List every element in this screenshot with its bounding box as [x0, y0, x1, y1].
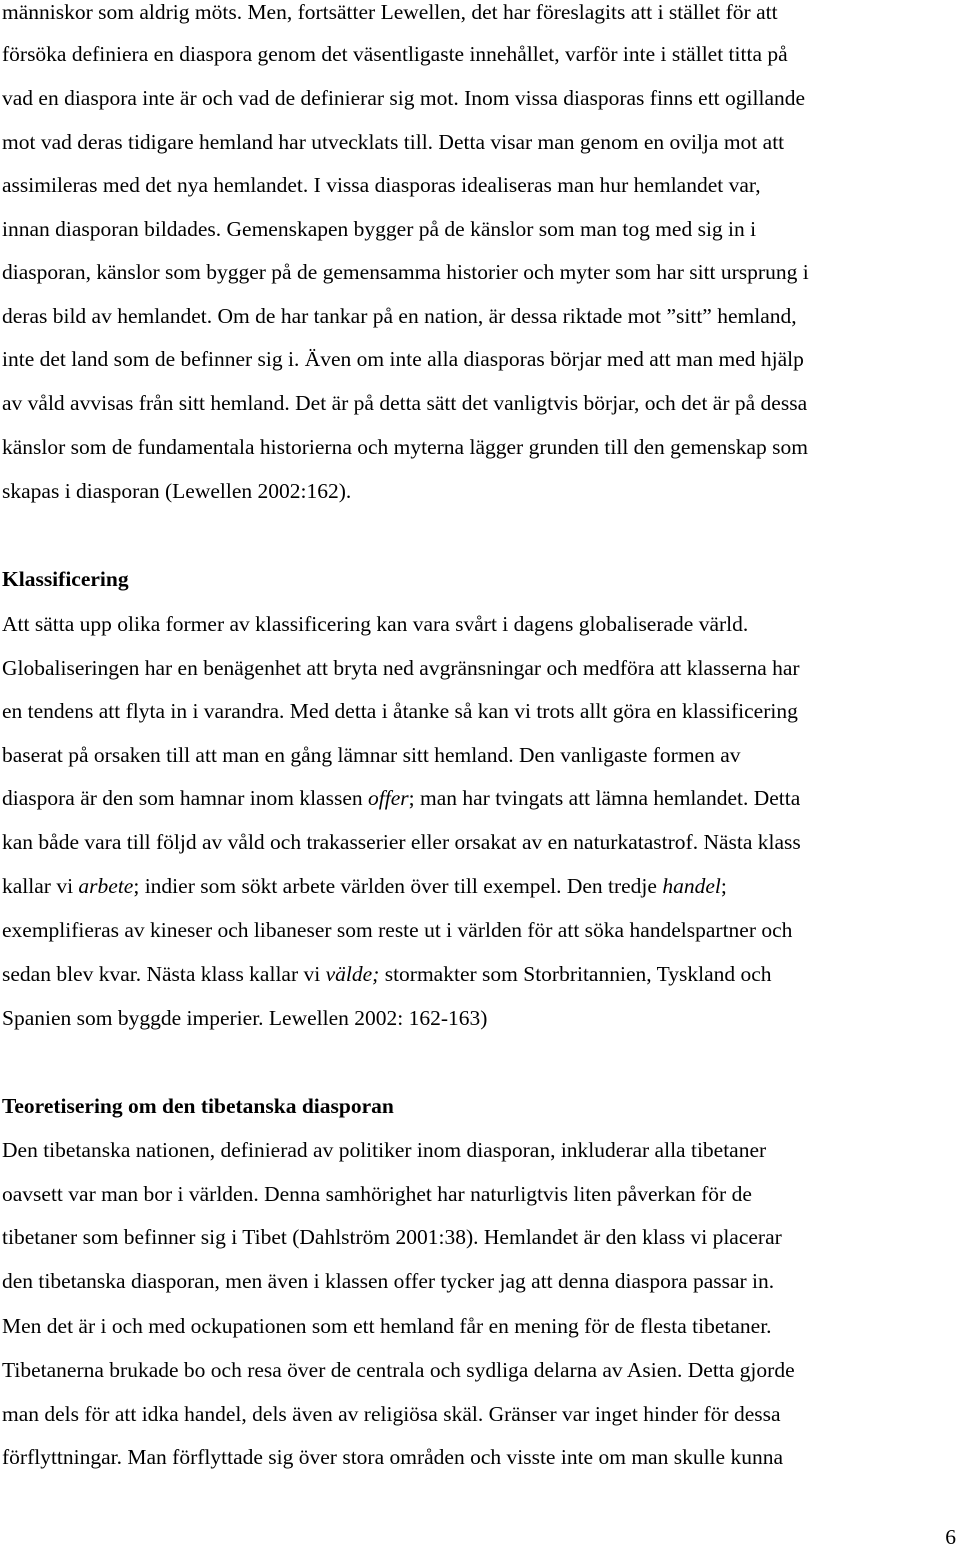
text-line: en tendens att flyta in i varandra. Med detta i åtanke så kan vi trots allt göra en klassificering	[2, 699, 798, 723]
text-line: känslor som de fundamentala historierna och myterna lägger grunden till den gemenskap som	[2, 435, 809, 459]
section-heading: Teoretisering om den tibetanska diasporan	[2, 1094, 394, 1118]
text-line: oavsett var man bor i världen. Denna samhörighet har naturligtvis liten påverkan för de	[2, 1182, 752, 1206]
text-line: Globaliseringen har en benägenhet att bryta ned avgränsningar och medföra att klasserna har	[2, 656, 800, 680]
emphasis-offer: offer	[368, 786, 409, 810]
emphasis-handel: handel	[662, 874, 721, 898]
text-span: stormakter som Storbritannien, Tyskland och	[379, 962, 772, 986]
text-line: man dels för att idka handel, dels även av religiösa skäl. Gränser var inget hinder för dessa	[2, 1402, 781, 1426]
emphasis-valde: välde;	[325, 962, 380, 986]
text-line: skapas i diasporan (Lewellen 2002:162).	[2, 479, 352, 503]
text-span: sedan blev kvar. Nästa klass kallar vi	[2, 962, 326, 986]
text-line: innan diasporan bildades. Gemenskapen bygger på de känslor som man tog med sig in i	[2, 217, 757, 241]
text-line: deras bild av hemlandet. Om de har tankar på en nation, är dessa riktade mot ”sitt” hemland,	[2, 304, 797, 328]
text-line: assimileras med det nya hemlandet. I vissa diasporas idealiseras man hur hemlandet var,	[2, 173, 761, 197]
text-line	[2, 872, 727, 900]
text-line: den tibetanska diasporan, men även i klassen offer tycker jag att denna diaspora passar in.	[2, 1269, 775, 1293]
text-line	[2, 784, 800, 812]
text-line: kan både vara till följd av våld och trakasserier eller orsakat av en naturkatastrof. Nästa klass	[2, 830, 801, 854]
text-line: förflyttningar. Man förflyttade sig över stora områden och visste inte om man skulle kunna	[2, 1445, 783, 1469]
text-line: inte det land som de befinner sig i. Även om inte alla diasporas börjar med att man med hjälp	[2, 347, 804, 371]
text-line: mot vad deras tidigare hemland har utvecklats till. Detta visar man genom en ovilja mot att	[2, 130, 785, 154]
text-line: människor som aldrig möts. Men, fortsätter Lewellen, det har föreslagits att i stället för att	[2, 0, 778, 24]
text-span: diaspora är den som hamnar inom klassen	[2, 786, 369, 810]
text-line: av våld avvisas från sitt hemland. Det är på detta sätt det vanligtvis börjar, och det är på dessa	[2, 391, 808, 415]
text-line: Men det är i och med ockupationen som ett hemland får en mening för de flesta tibetaner.	[2, 1314, 772, 1338]
text-line: diasporan, känslor som bygger på de gemensamma historier och myter som har sitt ursprung i	[2, 260, 809, 284]
text-span: kallar vi	[2, 874, 79, 898]
text-span: ; man har tvingats att lämna hemlandet. Detta	[408, 786, 801, 810]
text-line: Spanien som byggde imperier. Lewellen 2002: 162-163)	[2, 1006, 488, 1030]
text-line: baserat på orsaken till att man en gång lämnar sitt hemland. Den vanligaste formen av	[2, 743, 741, 767]
section-heading: Klassificering	[2, 567, 129, 591]
text-line: vad en diaspora inte är och vad de definierar sig mot. Inom vissa diasporas finns ett ogillande	[2, 86, 806, 110]
page-number: 6	[945, 1525, 956, 1549]
text-line: tibetaner som befinner sig i Tibet (Dahlström 2001:38). Hemlandet är den klass vi placerar	[2, 1225, 782, 1249]
text-line: Den tibetanska nationen, definierad av politiker inom diasporan, inkluderar alla tibetaner	[2, 1138, 767, 1162]
text-line: Tibetanerna brukade bo och resa över de centrala och sydliga delarna av Asien. Detta gjorde	[2, 1358, 795, 1382]
text-line: exemplifieras av kineser och libaneser som reste ut i världen för att söka handelspartner och	[2, 918, 793, 942]
text-line: försöka definiera en diaspora genom det väsentligaste innehållet, varför inte i stället titta på	[2, 42, 788, 66]
text-line	[2, 960, 772, 988]
emphasis-arbete: arbete	[78, 874, 134, 898]
text-span: ; indier som sökt arbete världen över till exempel. Den tredje	[133, 874, 663, 898]
text-line: Att sätta upp olika former av klassificering kan vara svårt i dagens globaliserade värld.	[2, 612, 749, 636]
text-span: ;	[720, 874, 727, 898]
